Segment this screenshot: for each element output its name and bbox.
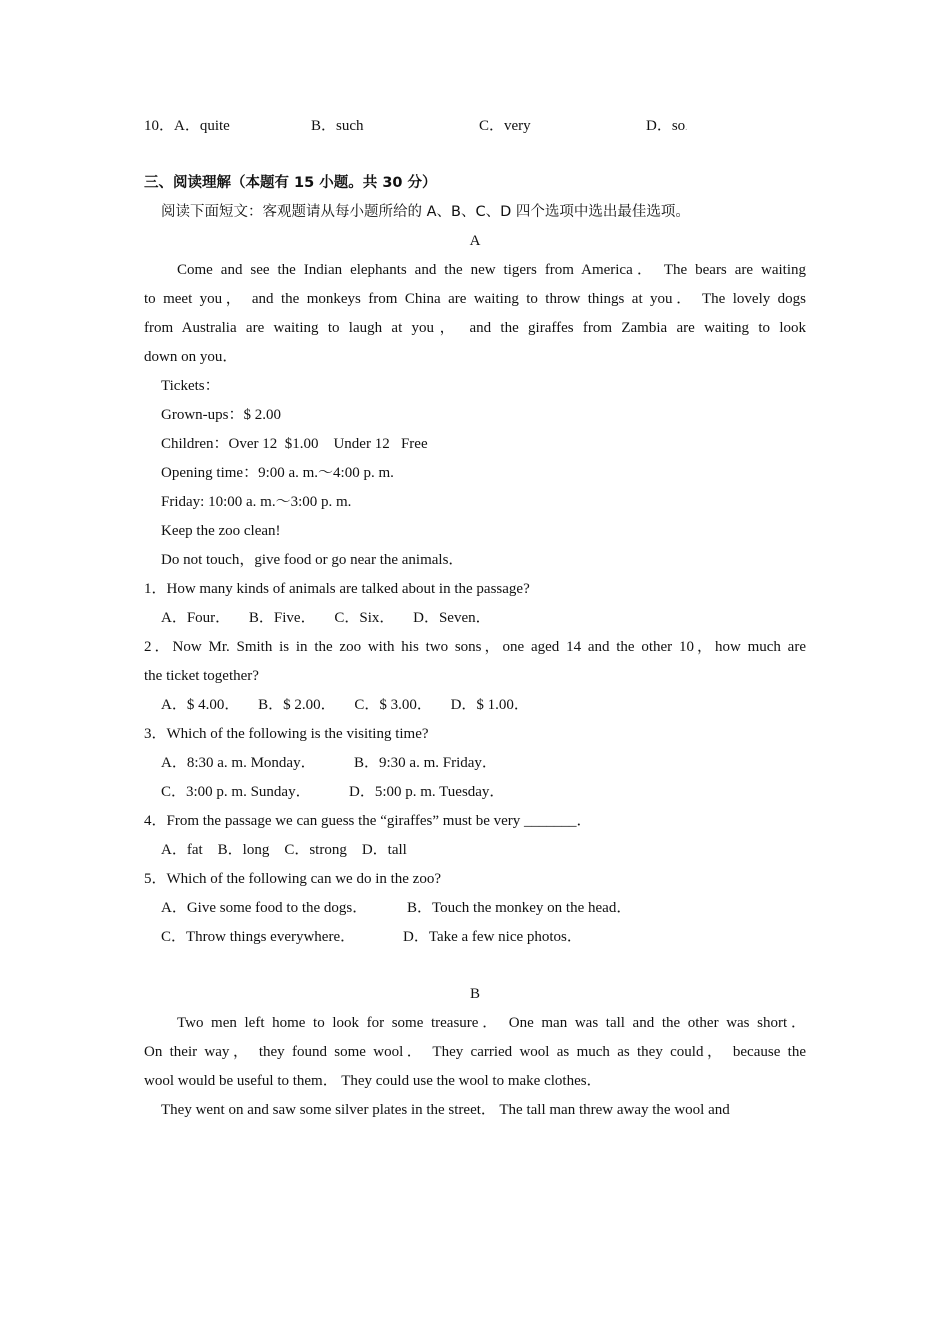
- question-stem: the ticket together?: [144, 668, 259, 684]
- notice-line: Friday: 10:00 a. m.～3:00 p. m.: [161, 494, 352, 510]
- section-heading: 三、阅读理解（本题有 15 小题。共 30 分）: [144, 175, 437, 191]
- passage-a-line: Come and see the Indian elephants and the new tigers from America． The bears are waiting: [177, 262, 806, 278]
- option-d: D．5:00 p. m. Tuesday．: [349, 784, 505, 800]
- option-a: A．quite: [174, 118, 230, 134]
- notice-line: Do not touch，give food or go near the animals．: [161, 552, 464, 568]
- passage-b-line: Two men left home to look for some treasure． One man was tall and the other was short．: [177, 1015, 806, 1031]
- passage-b-line: wool would be useful to them． They could use the wool to make clothes．: [144, 1073, 602, 1089]
- notice-line: Children：Over 12 $1.00 Under 12 Free: [161, 436, 428, 452]
- passage-a-title: A: [469, 233, 481, 249]
- question-number: 10．: [144, 118, 175, 134]
- option-d: D．Take a few nice photos．: [403, 929, 582, 945]
- question-stem: 3．Which of the following is the visiting time?: [144, 726, 429, 742]
- question-options: A．Four． B．Five． C．Six． D．Seven．: [161, 610, 491, 626]
- question-stem: 4．From the passage we can guess the “giraffes” must be very _______．: [144, 813, 592, 829]
- question-options: A．fat B．long C．strong D．tall: [161, 842, 407, 858]
- notice-line: Tickets：: [161, 378, 220, 394]
- question-options: A．$ 4.00． B．$ 2.00． C．$ 3.00． D．$ 1.00．: [161, 697, 529, 713]
- passage-a-line: to meet you， and the monkeys from China are waiting to throw things at you． The lovely dogs: [144, 291, 806, 307]
- passage-b-title: B: [469, 986, 480, 1002]
- notice-line: Opening time：9:00 a. m.～4:00 p. m.: [161, 465, 394, 481]
- question-stem: 2．Now Mr. Smith is in the zoo with his two sons，one aged 14 and the other 10，how much are: [144, 639, 806, 655]
- passage-b-line: They went on and saw some silver plates in the street． The tall man threw away the wool and: [161, 1102, 730, 1118]
- option-b: B．such: [311, 118, 364, 134]
- passage-b-line: On their way， they found some wool． They carried wool as much as they could， because the: [144, 1044, 806, 1060]
- option-b: B．Touch the monkey on the head．: [407, 900, 632, 916]
- option-b: B．9:30 a. m. Friday．: [354, 755, 497, 771]
- passage-a-line: from Australia are waiting to laugh at you， and the giraffes from Zambia are waiting to look: [144, 320, 806, 336]
- document-page: 10．A．quite B．such C．very D．so. 三、阅读理解（本题有 15 小题。共 30 分） 阅读下面短文：客观题请从每小题所给的 A、B、C、D 四个选项中选出最佳选项。 A Come and see the Indian elephants and the new tigers from America． The bears are waiting to meet you， and the monkeys from China are waiting to throw things at you． The lovely dogs from Australia are waiting to laugh at you， and the giraffes from Zambia are waiting to look down on you． Tickets： Grown-ups：$ 2.00 Children：Over 12 $1.00 Under 12 Free Opening time：9:00 a. m.～4:00 p. m. Friday: 10:00 a. m.～3:00 p. m. Keep the zoo clean! Do not touch，give food or go near the animals． 1．How many kinds of animals are talked about in the passage? A．Four． B．Five． C．Six． D．Seven． 2．Now Mr. Smith is in the zoo with his two sons，one aged 14 and the other 10，how much are the ticket together? A．$ 4.00． B．$ 2.00． C．$ 3.00． D．$ 1.00． 3．Which of the following is the visiting time? A．8:30 a. m. Monday． B．9:30 a. m. Friday． C．3:00 p. m. Sunday． D．5:00 p. m. Tuesday． 4．From the passage we can guess the “giraffes” must be very _______． A．fat B．long C．strong D．tall 5．Which of the following can we do in the zoo? A．Give some food to the dogs． B．Touch the monkey on the head． C．Throw things everywhere． D．Take a few nice photos． B Two men left home to look for some treasure． One man was tall and the other was short． On their way， they found some wool． They carried wool as much as they could， because the wool would be useful to them． They could use the wool to make clothes． They went on and saw some silver plates in the street． The tall man threw away the wool and: [0, 0, 950, 1344]
- section-instruction: 阅读下面短文：客观题请从每小题所给的 A、B、C、D 四个选项中选出最佳选项。: [161, 204, 690, 220]
- question-stem: 5．Which of the following can we do in the zoo?: [144, 871, 441, 887]
- option-a: A．Give some food to the dogs．: [161, 900, 368, 916]
- option-c: C．Throw things everywhere．: [161, 929, 356, 945]
- option-d: D．so: [646, 118, 686, 134]
- question-stem: 1．How many kinds of animals are talked about in the passage?: [144, 581, 530, 597]
- notice-line: Keep the zoo clean!: [161, 523, 281, 539]
- passage-a-line: down on you．: [144, 349, 238, 365]
- option-c: C．3:00 p. m. Sunday．: [161, 784, 311, 800]
- notice-line: Grown-ups：$ 2.00: [161, 407, 281, 423]
- option-c: C．very: [479, 118, 531, 134]
- option-a: A．8:30 a. m. Monday．: [161, 755, 316, 771]
